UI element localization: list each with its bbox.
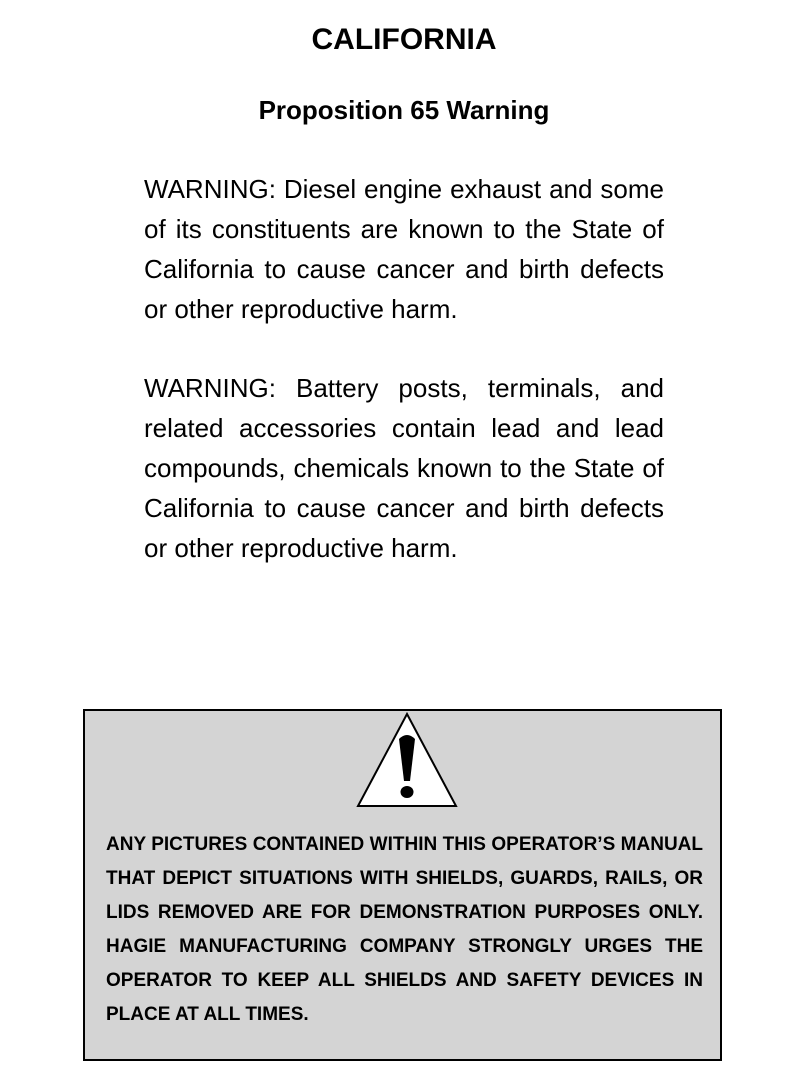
page-subtitle: Proposition 65 Warning (258, 95, 550, 125)
safety-notice-text: ANY PICTURES CONTAINED WITHIN THIS OPERATOR’S MANUAL THAT DEPICT SITUATIONS WITH SHIELDS, GUARDS, RAILS, OR LIDS REMOVED ARE FOR DEMONSTRATION PURPOSES ONLY. HAGIE MANUFACTURING COMPANY STRONGLY URGES THE OPERATOR TO KEEP ALL SHIELDS AND SAFETY DEVICES IN PLACE AT ALL TIMES. (106, 834, 703, 1025)
page-title: CALIFORNIA (311, 23, 497, 56)
diesel-exhaust-warning: WARNING: Diesel engine exhaust and some of its constituents are known to the State of California to cause cancer and birth defects or other reproductive harm. (144, 174, 664, 324)
exclamation-triangle-icon (355, 711, 459, 809)
safety-notice-box (83, 709, 722, 1061)
battery-lead-warning: WARNING: Battery posts, terminals, and related accessories contain lead and lead compounds, chemicals known to the State of California to cause cancer and birth defects or other reproductive harm. (144, 373, 664, 563)
